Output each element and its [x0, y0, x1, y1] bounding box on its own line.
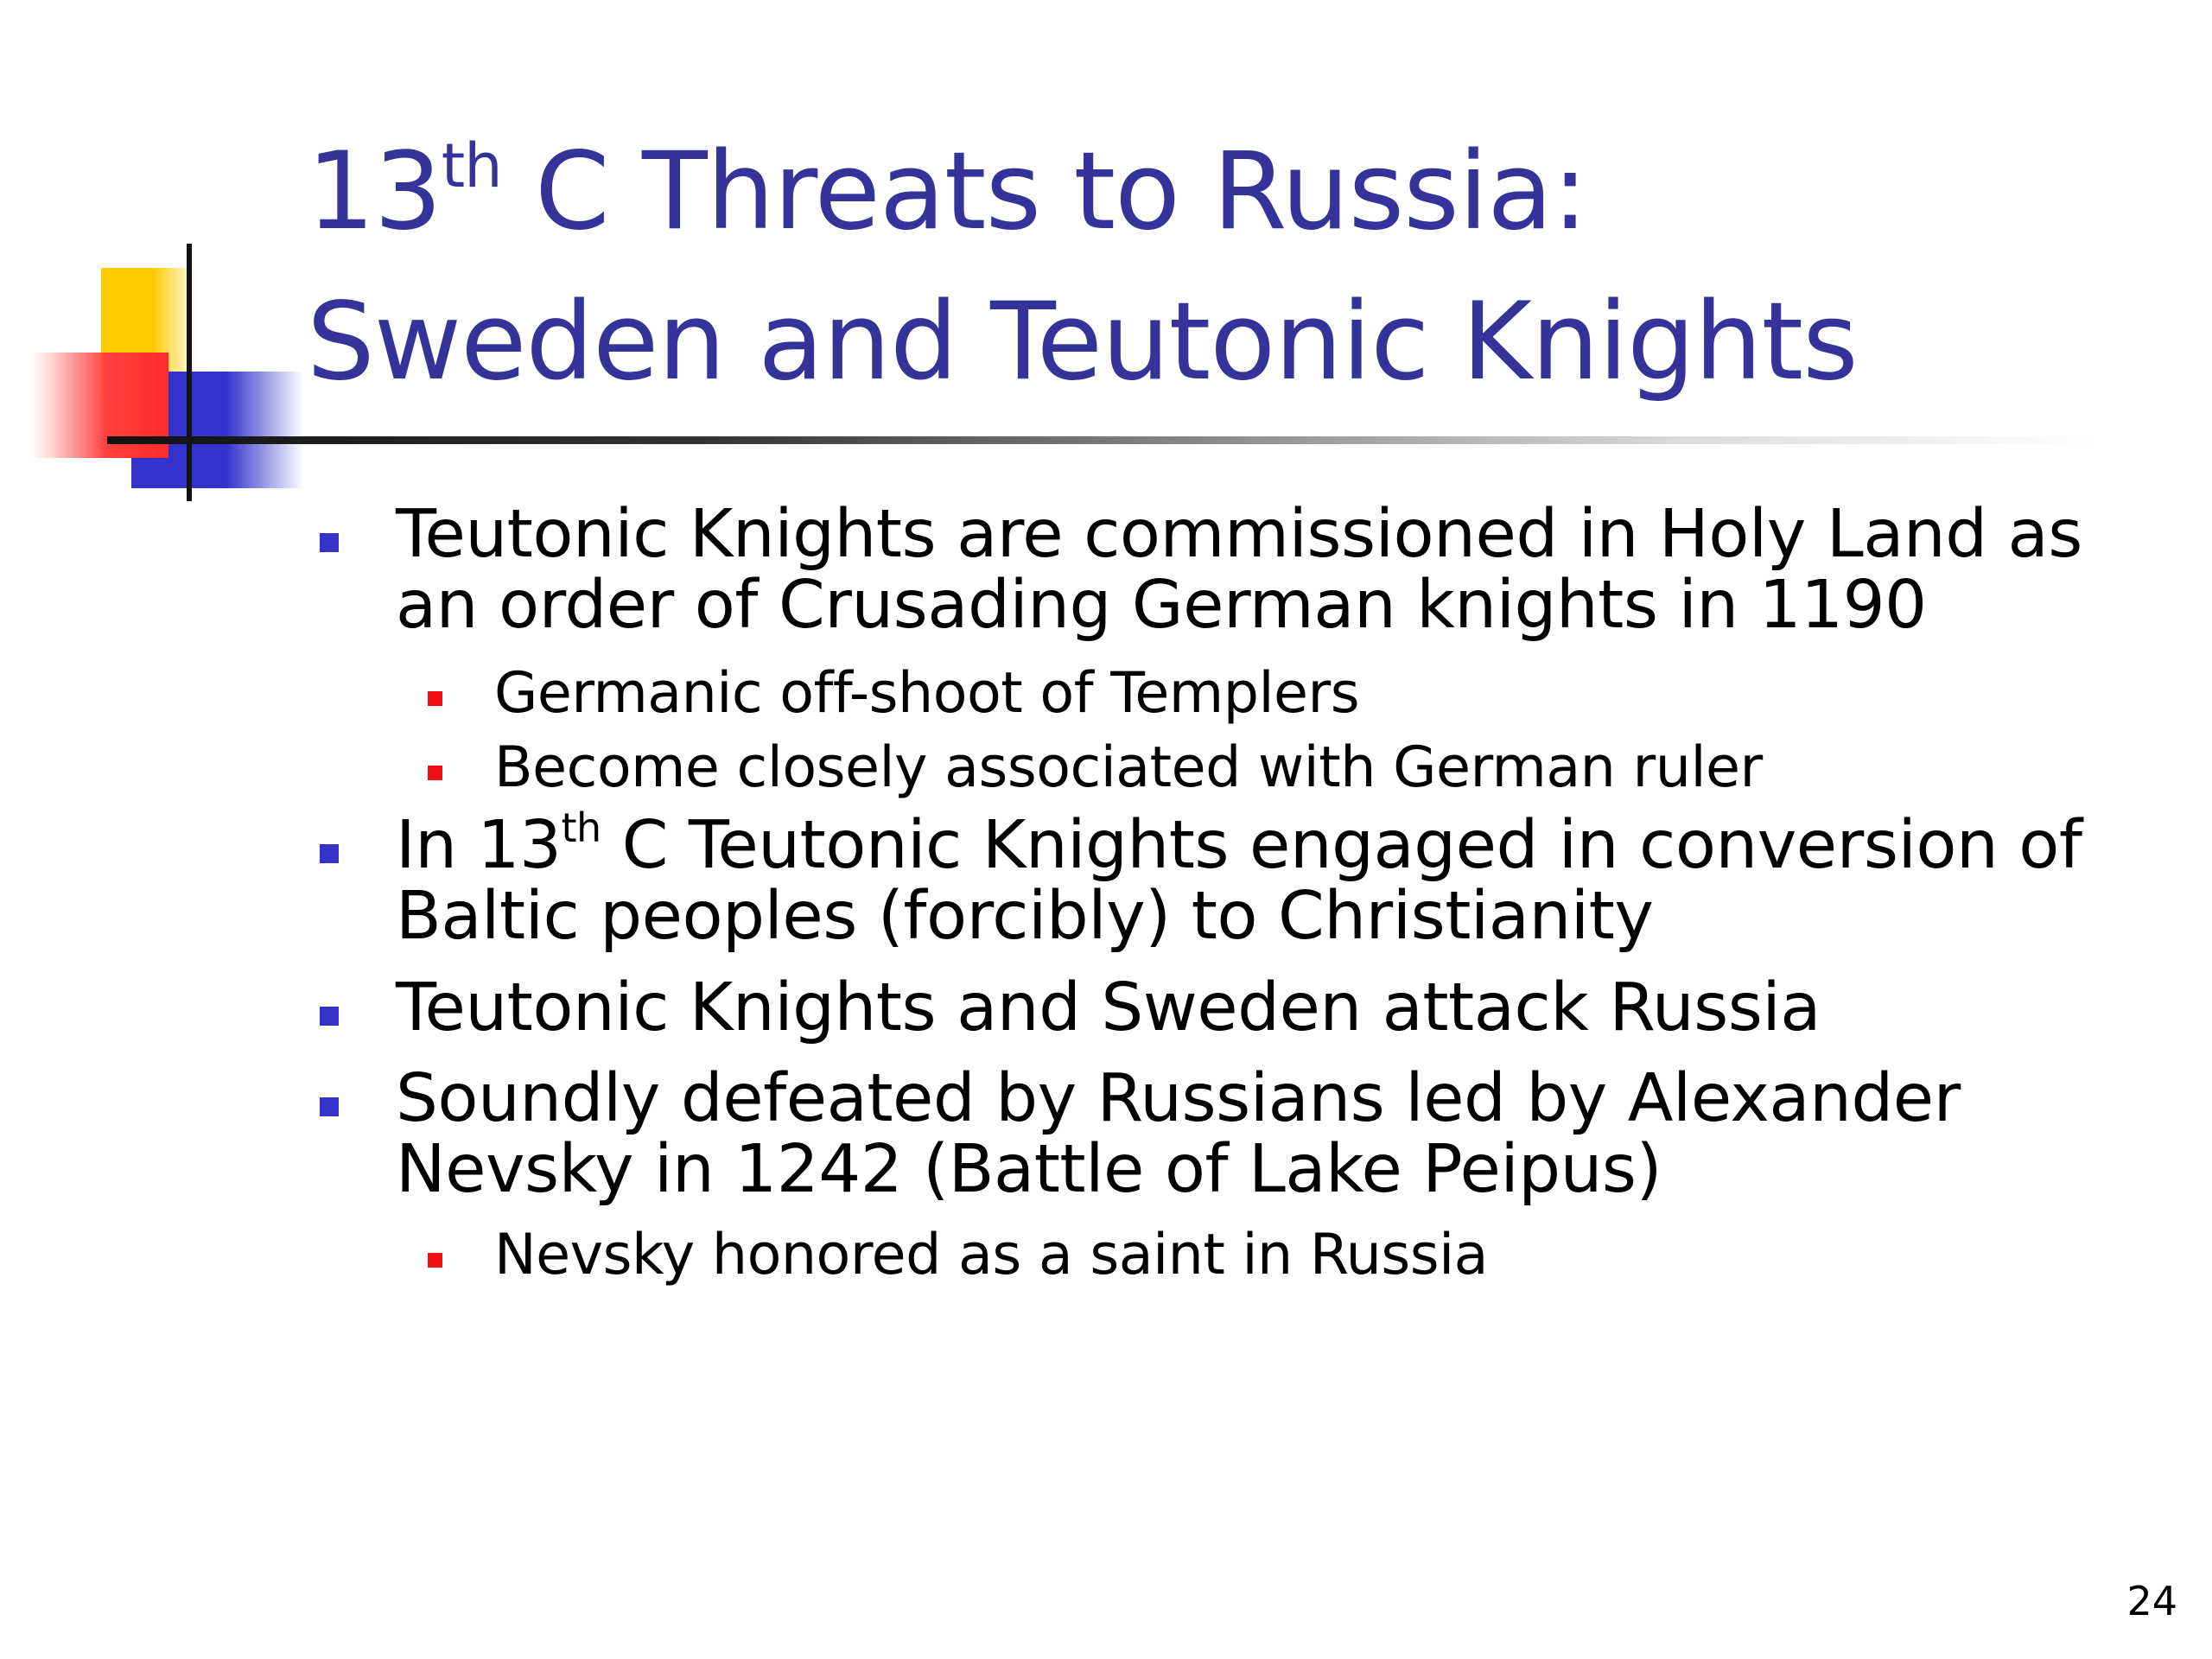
sub-bullet-marker	[428, 691, 442, 706]
bullet-2-superscript: th	[561, 804, 601, 851]
bullet-marker	[320, 844, 339, 863]
title-line-2: Sweden and Teutonic Knights	[307, 280, 1858, 404]
bullet-marker	[320, 1007, 339, 1026]
bullet-item-2	[396, 804, 2176, 955]
title-line-1	[307, 130, 1587, 254]
bullet-item-1: Teutonic Knights are commissioned in Holy Land as an order of Crusading German knights in 1190	[396, 496, 2082, 644]
sub-bullet-item-1-2: Become closely associated with German ruler	[494, 735, 1763, 800]
page-number: 24	[2126, 1578, 2177, 1624]
slide-title	[307, 117, 1858, 417]
title-line-1-text: C Threats to Russia:	[501, 130, 1588, 254]
sub-bullet-marker	[428, 1253, 442, 1268]
sub-bullet-item-1-1: Germanic off-shoot of Templers	[494, 661, 1360, 726]
title-superscript: th	[441, 130, 502, 201]
bullet-2-text-end: C Teutonic Knights engaged in conversion of Baltic peoples (forcibly) to Christianity	[396, 807, 2082, 955]
title-number: 13	[307, 130, 442, 254]
bullet-marker	[320, 1097, 339, 1116]
bullet-marker	[320, 533, 339, 552]
sub-bullet-item-4-1: Nevsky honored as a saint in Russia	[494, 1223, 1488, 1287]
bullet-item-4: Soundly defeated by Russians led by Alexander Nevsky in 1242 (Battle of Lake Peipus)	[396, 1060, 1961, 1208]
title-underline-rule	[107, 436, 2094, 444]
decor-vertical-line	[187, 244, 192, 501]
bullet-item-3: Teutonic Knights and Sweden attack Russia	[396, 969, 1821, 1046]
sub-bullet-marker	[428, 766, 442, 780]
bullet-2-text-start: In 13	[396, 807, 562, 884]
